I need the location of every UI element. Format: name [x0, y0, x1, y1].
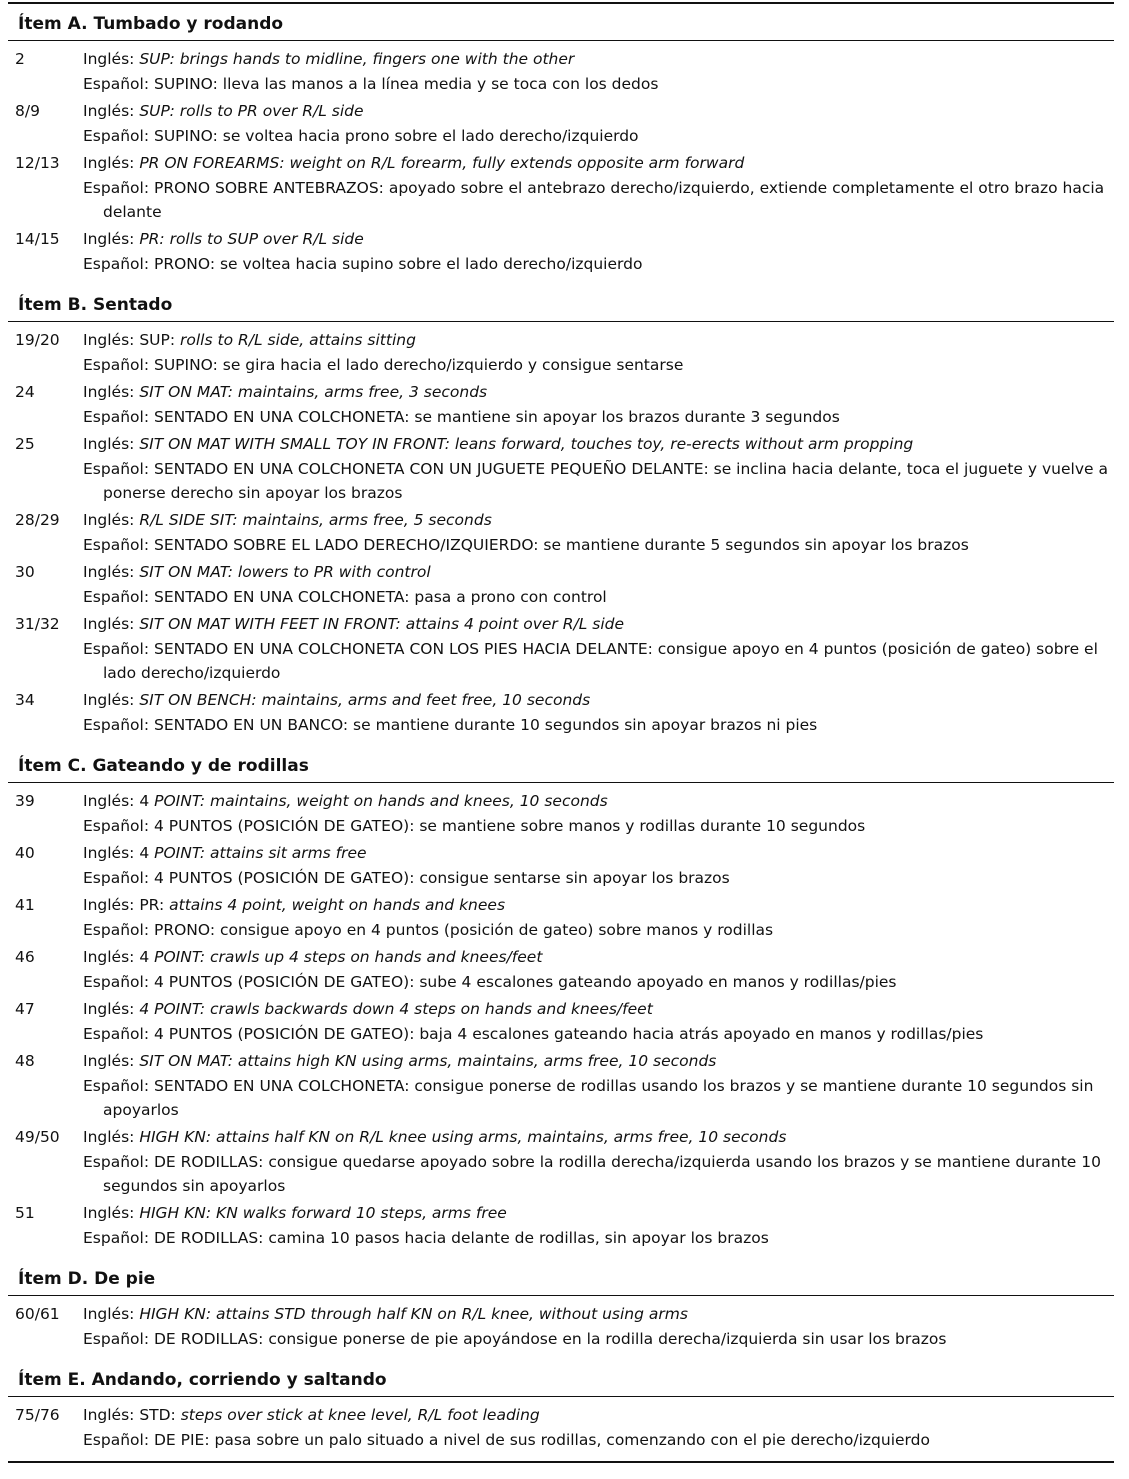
item-row: [8, 996, 1114, 1048]
item-lines: [83, 559, 1114, 611]
english-label: Inglés:: [83, 1128, 135, 1146]
item-lines: [83, 379, 1114, 431]
spanish-line: [83, 72, 1110, 96]
english-label: Inglés:: [83, 230, 135, 248]
item-lines: [83, 327, 1114, 379]
item-number: 19/20: [15, 331, 60, 349]
spanish-line: [83, 1428, 1110, 1452]
item-row: [8, 559, 1114, 611]
item-lines: [83, 892, 1114, 944]
item-lines: [83, 1048, 1114, 1124]
spanish-label: Español:: [83, 716, 150, 734]
item-lines: [83, 788, 1114, 840]
spanish-label: Español:: [83, 973, 150, 991]
english-line: [83, 327, 1110, 353]
spanish-text: SENTADO EN UNA COLCHONETA: pasa a prono con control: [153, 588, 607, 606]
english-line: [83, 1048, 1110, 1074]
item-lines: [83, 944, 1114, 996]
item-number: 40: [15, 844, 35, 862]
item-number: 24: [15, 383, 35, 401]
spanish-line: [83, 1022, 1110, 1046]
english-line: [83, 944, 1110, 970]
english-prefix: 4: [139, 844, 150, 862]
item-number: 41: [15, 896, 35, 914]
spanish-label: Español:: [83, 460, 150, 478]
section: [8, 1360, 1114, 1461]
english-line: [83, 892, 1110, 918]
spanish-text: DE PIE: pasa sobre un palo situado a nivel de sus rodillas, comenzando con el pie derecho/izquierdo: [153, 1431, 930, 1449]
english-line: [83, 507, 1110, 533]
spanish-line: [83, 866, 1110, 890]
english-text: PR ON FOREARMS: weight on R/L forearm, fully extends opposite arm forward: [139, 154, 745, 172]
english-text: SIT ON MAT: lowers to PR with control: [139, 563, 431, 581]
english-text: POINT: attains sit arms free: [154, 844, 367, 862]
spanish-label: Español:: [83, 127, 150, 145]
spanish-label: Español:: [83, 179, 150, 197]
spanish-text: SENTADO EN UNA COLCHONETA CON UN JUGUETE PEQUEÑO DELANTE: se inclina hacia delante, toca el juguete y vuelve a ponerse derecho sin apoyar los brazos: [103, 460, 1108, 502]
english-line: [83, 46, 1110, 72]
english-line: [83, 379, 1110, 405]
english-text: SIT ON BENCH: maintains, arms and feet free, 10 seconds: [139, 691, 591, 709]
english-line: [83, 1200, 1110, 1226]
spanish-label: Español:: [83, 817, 150, 835]
spanish-line: [83, 970, 1110, 994]
spanish-label: Español:: [83, 1229, 150, 1247]
item-row: [8, 327, 1114, 379]
spanish-text: 4 PUNTOS (POSICIÓN DE GATEO): baja 4 escalones gateando hacia atrás apoyado en manos y rodillas/pies: [153, 1025, 984, 1043]
item-lines: [83, 98, 1114, 150]
spanish-text: 4 PUNTOS (POSICIÓN DE GATEO): sube 4 escalones gateando apoyado en manos y rodillas/pies: [153, 973, 897, 991]
spanish-line: [83, 176, 1110, 224]
english-prefix: STD:: [139, 1406, 176, 1424]
spanish-text: DE RODILLAS: camina 10 pasos hacia delante de rodillas, sin apoyar los brazos: [153, 1229, 769, 1247]
item-row: [8, 840, 1114, 892]
spanish-label: Español:: [83, 869, 150, 887]
english-text: 4 POINT: crawls backwards down 4 steps on hands and knees/feet: [139, 1000, 653, 1018]
english-text: POINT: crawls up 4 steps on hands and knees/feet: [154, 948, 543, 966]
section-items: [8, 41, 1114, 285]
item-row: [8, 892, 1114, 944]
spanish-label: Español:: [83, 1330, 150, 1348]
english-prefix: 4: [139, 792, 150, 810]
spanish-line: [83, 1074, 1110, 1122]
item-lines: [83, 840, 1114, 892]
english-line: [83, 687, 1110, 713]
item-number: 60/61: [15, 1305, 60, 1323]
item-row: [8, 379, 1114, 431]
english-text: SIT ON MAT WITH FEET IN FRONT: attains 4 point over R/L side: [139, 615, 625, 633]
spanish-line: [83, 637, 1110, 685]
spanish-line: [83, 353, 1110, 377]
spanish-line: [83, 457, 1110, 505]
item-lines: [83, 507, 1114, 559]
english-line: [83, 1402, 1110, 1428]
english-text: HIGH KN: attains half KN on R/L knee using arms, maintains, arms free, 10 seconds: [139, 1128, 787, 1146]
spanish-text: PRONO SOBRE ANTEBRAZOS: apoyado sobre el antebrazo derecho/izquierdo, extiende completamente el otro brazo hacia delante: [103, 179, 1105, 221]
spanish-text: 4 PUNTOS (POSICIÓN DE GATEO): consigue sentarse sin apoyar los brazos: [153, 869, 730, 887]
english-text: attains 4 point, weight on hands and knees: [169, 896, 506, 914]
item-row: [8, 944, 1114, 996]
spanish-line: [83, 814, 1110, 838]
spanish-text: SENTADO EN UNA COLCHONETA CON LOS PIES HACIA DELANTE: consigue apoyo en 4 puntos (posición de gateo) sobre el lado derecho/izquierdo: [103, 640, 1098, 682]
item-lines: [83, 1200, 1114, 1252]
item-row: [8, 226, 1114, 278]
english-label: Inglés:: [83, 331, 135, 349]
english-label: Inglés:: [83, 1406, 135, 1424]
spanish-text: DE RODILLAS: consigue ponerse de pie apoyándose en la rodilla derecha/izquierda sin usar los brazos: [153, 1330, 947, 1348]
section-title: Ítem C. Gateando y de rodillas: [8, 746, 1114, 783]
english-line: [83, 98, 1110, 124]
english-line: [83, 788, 1110, 814]
english-text: SUP: rolls to PR over R/L side: [139, 102, 364, 120]
item-row: [8, 150, 1114, 226]
english-label: Inglés:: [83, 1204, 135, 1222]
gmfm-items-table: [8, 2, 1114, 1463]
item-number: 48: [15, 1052, 35, 1070]
item-number: 51: [15, 1204, 35, 1222]
item-row: [8, 788, 1114, 840]
spanish-text: 4 PUNTOS (POSICIÓN DE GATEO): se mantiene sobre manos y rodillas durante 10 segundos: [153, 817, 866, 835]
english-label: Inglés:: [83, 154, 135, 172]
english-text: HIGH KN: attains STD through half KN on R/L knee, without using arms: [139, 1305, 688, 1323]
item-number: 47: [15, 1000, 35, 1018]
item-row: [8, 1124, 1114, 1200]
item-lines: [83, 431, 1114, 507]
item-lines: [83, 687, 1114, 739]
item-number: 31/32: [15, 615, 60, 633]
item-row: [8, 687, 1114, 739]
spanish-text: SENTADO SOBRE EL LADO DERECHO/IZQUIERDO: se mantiene durante 5 segundos sin apoyar los brazos: [153, 536, 969, 554]
item-lines: [83, 150, 1114, 226]
spanish-label: Español:: [83, 255, 150, 273]
item-row: [8, 507, 1114, 559]
section: [8, 4, 1114, 285]
spanish-label: Español:: [83, 640, 150, 658]
item-number: 30: [15, 563, 35, 581]
section-items: [8, 1296, 1114, 1360]
item-number: 28/29: [15, 511, 60, 529]
english-prefix: SUP:: [139, 331, 176, 349]
item-number: 39: [15, 792, 35, 810]
english-label: Inglés:: [83, 102, 135, 120]
spanish-label: Español:: [83, 921, 150, 939]
english-line: [83, 559, 1110, 585]
spanish-text: PRONO: consigue apoyo en 4 puntos (posición de gateo) sobre manos y rodillas: [153, 921, 774, 939]
item-row: [8, 1048, 1114, 1124]
english-label: Inglés:: [83, 1305, 135, 1323]
english-label: Inglés:: [83, 691, 135, 709]
section-title: Ítem B. Sentado: [8, 285, 1114, 322]
english-label: Inglés:: [83, 383, 135, 401]
spanish-line: [83, 713, 1110, 737]
spanish-text: SUPINO: lleva las manos a la línea media y se toca con los dedos: [153, 75, 659, 93]
item-number: 2: [15, 50, 25, 68]
item-number: 25: [15, 435, 35, 453]
spanish-line: [83, 252, 1110, 276]
item-number: 46: [15, 948, 35, 966]
item-row: [8, 1402, 1114, 1454]
spanish-label: Español:: [83, 536, 150, 554]
spanish-line: [83, 1150, 1110, 1198]
english-label: Inglés:: [83, 792, 135, 810]
english-label: Inglés:: [83, 615, 135, 633]
spanish-line: [83, 918, 1110, 942]
english-text: POINT: maintains, weight on hands and knees, 10 seconds: [154, 792, 608, 810]
section: [8, 746, 1114, 1259]
spanish-text: SUPINO: se gira hacia el lado derecho/izquierdo y consigue sentarse: [153, 356, 684, 374]
english-prefix: PR:: [139, 896, 165, 914]
english-label: Inglés:: [83, 896, 135, 914]
english-text: SIT ON MAT WITH SMALL TOY IN FRONT: leans forward, touches toy, re-erects without arm propping: [139, 435, 914, 453]
english-line: [83, 226, 1110, 252]
spanish-text: SENTADO EN UN BANCO: se mantiene durante 10 segundos sin apoyar brazos ni pies: [153, 716, 818, 734]
item-lines: [83, 226, 1114, 278]
english-line: [83, 840, 1110, 866]
item-lines: [83, 46, 1114, 98]
english-label: Inglés:: [83, 844, 135, 862]
spanish-line: [83, 585, 1110, 609]
spanish-label: Español:: [83, 356, 150, 374]
item-lines: [83, 1301, 1114, 1353]
spanish-label: Español:: [83, 1077, 150, 1095]
english-line: [83, 996, 1110, 1022]
section-title: Ítem A. Tumbado y rodando: [8, 4, 1114, 41]
english-text: SIT ON MAT: attains high KN using arms, maintains, arms free, 10 seconds: [139, 1052, 717, 1070]
section-items: [8, 322, 1114, 746]
section-title: Ítem E. Andando, corriendo y saltando: [8, 1360, 1114, 1397]
item-number: 12/13: [15, 154, 60, 172]
english-text: SUP: brings hands to midline, fingers one with the other: [139, 50, 575, 68]
english-line: [83, 1301, 1110, 1327]
spanish-label: Español:: [83, 1431, 150, 1449]
section: [8, 1259, 1114, 1360]
english-text: HIGH KN: KN walks forward 10 steps, arms free: [139, 1204, 507, 1222]
spanish-label: Español:: [83, 1025, 150, 1043]
spanish-line: [83, 1327, 1110, 1351]
english-label: Inglés:: [83, 435, 135, 453]
spanish-label: Español:: [83, 588, 150, 606]
english-text: steps over stick at knee level, R/L foot leading: [180, 1406, 540, 1424]
item-number: 49/50: [15, 1128, 60, 1146]
english-label: Inglés:: [83, 511, 135, 529]
spanish-line: [83, 1226, 1110, 1250]
spanish-text: PRONO: se voltea hacia supino sobre el lado derecho/izquierdo: [153, 255, 643, 273]
english-text: rolls to R/L side, attains sitting: [180, 331, 416, 349]
item-lines: [83, 1402, 1114, 1454]
section-items: [8, 783, 1114, 1259]
item-lines: [83, 611, 1114, 687]
spanish-label: Español:: [83, 1153, 150, 1171]
english-label: Inglés:: [83, 1000, 135, 1018]
item-row: [8, 1301, 1114, 1353]
section: [8, 285, 1114, 746]
english-text: PR: rolls to SUP over R/L side: [139, 230, 364, 248]
english-label: Inglés:: [83, 50, 135, 68]
item-number: 8/9: [15, 102, 40, 120]
item-number: 75/76: [15, 1406, 60, 1424]
english-label: Inglés:: [83, 1052, 135, 1070]
spanish-text: DE RODILLAS: consigue quedarse apoyado sobre la rodilla derecha/izquierda usando los brazos y se mantiene durante 10 segundos sin apoyarlos: [103, 1153, 1101, 1195]
english-line: [83, 431, 1110, 457]
spanish-label: Español:: [83, 408, 150, 426]
item-row: [8, 46, 1114, 98]
spanish-line: [83, 124, 1110, 148]
item-number: 14/15: [15, 230, 60, 248]
spanish-label: Español:: [83, 75, 150, 93]
english-prefix: 4: [139, 948, 150, 966]
english-line: [83, 150, 1110, 176]
spanish-text: SUPINO: se voltea hacia prono sobre el lado derecho/izquierdo: [153, 127, 639, 145]
section-title: Ítem D. De pie: [8, 1259, 1114, 1296]
section-items: [8, 1397, 1114, 1461]
item-row: [8, 431, 1114, 507]
english-line: [83, 1124, 1110, 1150]
english-line: [83, 611, 1110, 637]
item-row: [8, 98, 1114, 150]
english-label: Inglés:: [83, 948, 135, 966]
item-lines: [83, 1124, 1114, 1200]
spanish-line: [83, 405, 1110, 429]
item-lines: [83, 996, 1114, 1048]
english-text: SIT ON MAT: maintains, arms free, 3 seconds: [139, 383, 488, 401]
item-row: [8, 1200, 1114, 1252]
spanish-line: [83, 533, 1110, 557]
english-label: Inglés:: [83, 563, 135, 581]
spanish-text: SENTADO EN UNA COLCHONETA: se mantiene sin apoyar los brazos durante 3 segundos: [153, 408, 840, 426]
english-text: R/L SIDE SIT: maintains, arms free, 5 seconds: [139, 511, 492, 529]
spanish-text: SENTADO EN UNA COLCHONETA: consigue ponerse de rodillas usando los brazos y se mantiene durante 10 segundos sin apoyarlos: [103, 1077, 1094, 1119]
item-number: 34: [15, 691, 35, 709]
item-row: [8, 611, 1114, 687]
